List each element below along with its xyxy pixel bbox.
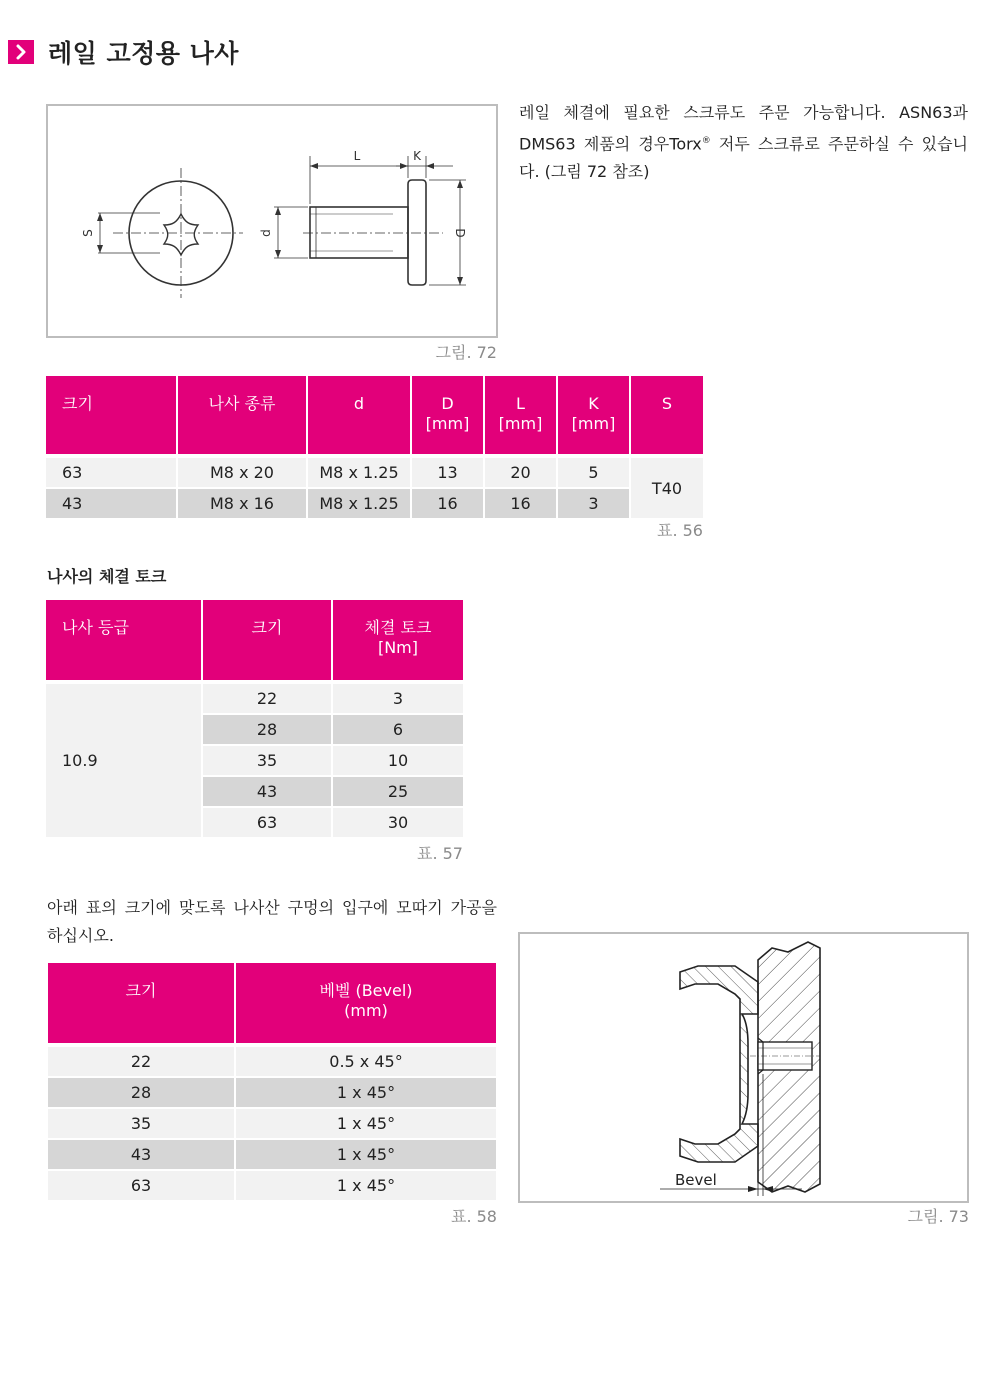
- bevel-drawing: [520, 934, 967, 1201]
- title-chevron-icon: [8, 40, 34, 64]
- table-58-caption: 표. 58: [451, 1207, 497, 1226]
- header-torque: 체결 토크 [Nm]: [333, 600, 463, 684]
- bevel-paragraph: [47, 894, 497, 950]
- table-row: 43 25: [46, 777, 463, 808]
- table-row: 22 0.5 x 45°: [48, 1047, 496, 1078]
- cell-s-t40: T40: [631, 458, 703, 520]
- screw-drawing: [48, 106, 496, 336]
- header-size: 크기: [48, 963, 234, 1047]
- table-row: 63 1 x 45°: [48, 1171, 496, 1202]
- figure-72-caption: 그림. 72: [435, 343, 497, 362]
- table-row: 63 M8 x 20 M8 x 1.25 13 20 5 T40: [46, 458, 703, 489]
- cell-grade: 10.9: [46, 684, 201, 839]
- page-title: 레일 고정용 나사: [48, 39, 239, 68]
- dim-label-big-d: D: [453, 228, 467, 238]
- table-row: 43 M8 x 16 M8 x 1.25 16 16 3: [46, 489, 703, 520]
- figure-73: [518, 932, 969, 1203]
- table-row: 43 1 x 45°: [48, 1140, 496, 1171]
- figure-72: [46, 104, 498, 338]
- table-row: 28 1 x 45°: [48, 1078, 496, 1109]
- header-size: 크기: [46, 376, 176, 458]
- table-row: 28 6: [46, 715, 463, 746]
- dim-label-d: d: [259, 229, 273, 237]
- header-d: d: [308, 376, 410, 458]
- header-bevel: 베벨 (Bevel) (mm): [236, 963, 496, 1047]
- torque-table: [44, 600, 465, 839]
- intro-line-2: DMS63 제품의 경우Torx® 저두 스크류로 주문하실 수 있습니: [519, 134, 968, 154]
- intro-line-1: 레일 체결에 필요한 스크류도 주문 가능합니다. ASN63과: [519, 103, 968, 122]
- table-row: 63 30: [46, 808, 463, 839]
- dim-label-s: S: [81, 229, 95, 237]
- intro-paragraph: [519, 99, 968, 186]
- bevel-line-2: 하십시오.: [47, 926, 114, 945]
- header-s: S: [631, 376, 703, 458]
- bevel-line-1: 아래 표의 크기에 맞도록 나사산 구멍의 입구에 모따기 가공을: [47, 898, 497, 917]
- torque-heading: 나사의 체결 토크: [47, 567, 167, 586]
- registered-mark: ®: [701, 136, 711, 146]
- header-screw-type: 나사 종류: [178, 376, 306, 458]
- table-row: 35 1 x 45°: [48, 1109, 496, 1140]
- header-grade: 나사 등급: [46, 600, 201, 684]
- header-size: 크기: [203, 600, 331, 684]
- header-big-d: D [mm]: [412, 376, 483, 458]
- bevel-table: [46, 963, 498, 1202]
- screw-spec-table: [44, 376, 705, 520]
- header-k: K [mm]: [558, 376, 629, 458]
- intro-line-3: 다. (그림 72 참조): [519, 162, 650, 182]
- table-row: 35 10: [46, 746, 463, 777]
- table-56-caption: 표. 56: [657, 521, 703, 540]
- dim-label-k: K: [413, 149, 421, 163]
- table-57-caption: 표. 57: [417, 844, 463, 863]
- header-l: L [mm]: [485, 376, 556, 458]
- dim-label-l: L: [353, 149, 361, 163]
- bevel-label: Bevel: [675, 1171, 717, 1189]
- table-row: 10.9 22 3: [46, 684, 463, 715]
- figure-73-caption: 그림. 73: [907, 1207, 969, 1226]
